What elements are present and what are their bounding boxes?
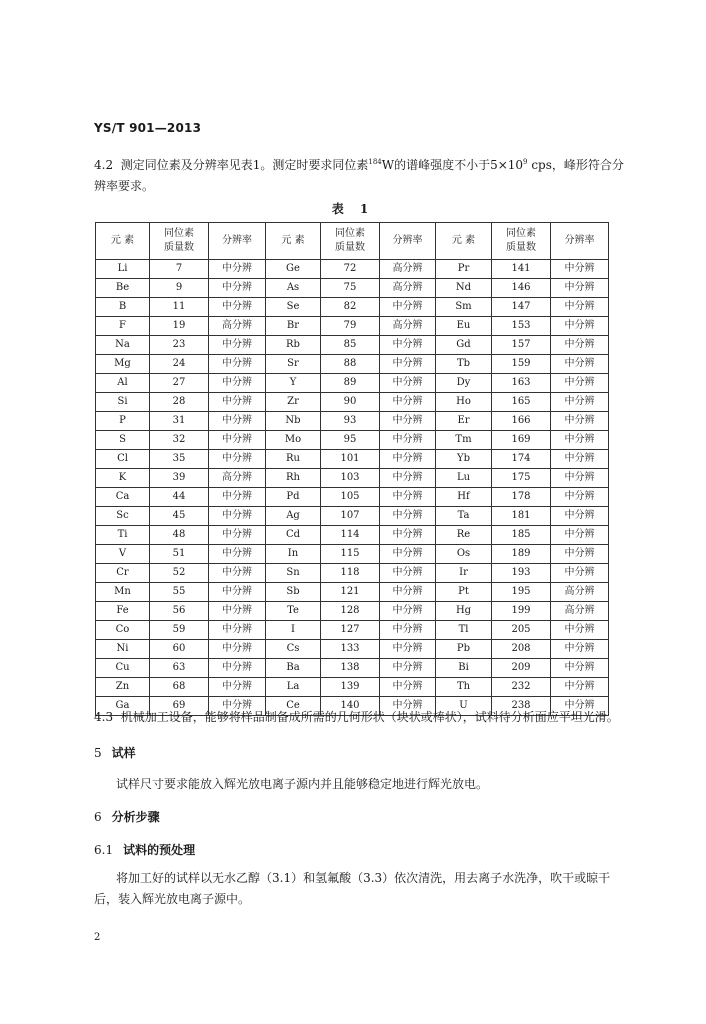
element-cell: La xyxy=(266,678,321,697)
resolution-cell: 中分辨 xyxy=(551,298,609,317)
element-cell: Ru xyxy=(266,450,321,469)
resolution-cell: 中分辨 xyxy=(551,450,609,469)
mass-number-cell: 19 xyxy=(150,317,209,336)
element-cell: Nb xyxy=(266,412,321,431)
table-row xyxy=(96,507,609,526)
mass-number-cell: 105 xyxy=(321,488,380,507)
resolution-cell: 中分辨 xyxy=(551,545,609,564)
resolution-cell: 中分辨 xyxy=(551,431,609,450)
section-6-1-heading xyxy=(94,841,195,858)
mass-number-cell: 82 xyxy=(321,298,380,317)
resolution-cell: 中分辨 xyxy=(380,564,436,583)
mass-number-cell: 159 xyxy=(492,355,551,374)
mass-number-cell: 209 xyxy=(492,659,551,678)
mass-number-cell: 27 xyxy=(150,374,209,393)
resolution-cell: 中分辨 xyxy=(551,260,609,279)
mass-number-cell: 11 xyxy=(150,298,209,317)
mass-number-cell: 181 xyxy=(492,507,551,526)
table-header-cell: 元 素 xyxy=(266,223,321,260)
element-cell: Ag xyxy=(266,507,321,526)
resolution-cell: 中分辨 xyxy=(551,564,609,583)
mass-number-cell: 52 xyxy=(150,564,209,583)
element-cell: Ir xyxy=(436,564,492,583)
section-number: 5 xyxy=(94,746,102,760)
section-number: 4.2 xyxy=(94,158,114,172)
table-row xyxy=(96,659,609,678)
resolution-cell: 中分辨 xyxy=(209,298,266,317)
mass-number-cell: 195 xyxy=(492,583,551,602)
mass-number-cell: 7 xyxy=(150,260,209,279)
table-row xyxy=(96,431,609,450)
section-6-heading xyxy=(94,808,160,825)
section-4-2-text-b: W的谱峰强度不小于5×10 xyxy=(381,158,524,172)
mass-number-cell: 60 xyxy=(150,640,209,659)
element-cell: Se xyxy=(266,298,321,317)
element-cell: Ce xyxy=(266,697,321,716)
element-cell: Li xyxy=(96,260,150,279)
resolution-cell: 高分辨 xyxy=(551,583,609,602)
mass-number-cell: 166 xyxy=(492,412,551,431)
table-row xyxy=(96,678,609,697)
mass-number-cell: 133 xyxy=(321,640,380,659)
element-cell: P xyxy=(96,412,150,431)
resolution-cell: 中分辨 xyxy=(209,355,266,374)
element-cell: Ca xyxy=(96,488,150,507)
mass-number-cell: 141 xyxy=(492,260,551,279)
resolution-cell: 高分辨 xyxy=(551,602,609,621)
resolution-cell: 中分辨 xyxy=(380,545,436,564)
mass-number-cell: 32 xyxy=(150,431,209,450)
resolution-cell: 中分辨 xyxy=(380,374,436,393)
mass-number-cell: 63 xyxy=(150,659,209,678)
resolution-cell: 中分辨 xyxy=(380,507,436,526)
resolution-cell: 中分辨 xyxy=(209,659,266,678)
mass-number-cell: 23 xyxy=(150,336,209,355)
resolution-cell: 中分辨 xyxy=(551,469,609,488)
section-number: 6.1 xyxy=(94,843,114,857)
resolution-cell: 中分辨 xyxy=(380,469,436,488)
resolution-cell: 中分辨 xyxy=(209,526,266,545)
mass-number-cell: 48 xyxy=(150,526,209,545)
resolution-cell: 中分辨 xyxy=(380,697,436,716)
element-cell: Tb xyxy=(436,355,492,374)
mass-number-cell: 174 xyxy=(492,450,551,469)
element-cell: Gd xyxy=(436,336,492,355)
resolution-cell: 中分辨 xyxy=(380,298,436,317)
mass-number-cell: 24 xyxy=(150,355,209,374)
section-4-3-paragraph xyxy=(94,707,694,728)
resolution-cell: 中分辨 xyxy=(551,507,609,526)
page-number: 2 xyxy=(94,932,101,943)
section-6-title: 分析步骤 xyxy=(111,810,160,824)
resolution-cell: 中分辨 xyxy=(551,678,609,697)
mass-number-cell: 79 xyxy=(321,317,380,336)
resolution-cell: 中分辨 xyxy=(209,583,266,602)
mass-number-cell: 114 xyxy=(321,526,380,545)
element-cell: Hf xyxy=(436,488,492,507)
table-row xyxy=(96,260,609,279)
element-cell: Sm xyxy=(436,298,492,317)
element-cell: Sc xyxy=(96,507,150,526)
element-cell: Cs xyxy=(266,640,321,659)
isotope-table xyxy=(95,222,609,716)
resolution-cell: 中分辨 xyxy=(380,640,436,659)
mass-number-cell: 88 xyxy=(321,355,380,374)
table-header-cell: 分辨率 xyxy=(209,223,266,260)
mass-number-cell: 138 xyxy=(321,659,380,678)
mass-number-cell: 93 xyxy=(321,412,380,431)
resolution-cell: 中分辨 xyxy=(209,279,266,298)
resolution-cell: 中分辨 xyxy=(209,621,266,640)
resolution-cell: 中分辨 xyxy=(551,640,609,659)
resolution-cell: 中分辨 xyxy=(209,602,266,621)
element-cell: Hg xyxy=(436,602,492,621)
element-cell: Ni xyxy=(96,640,150,659)
resolution-cell: 中分辨 xyxy=(209,488,266,507)
section-5-heading xyxy=(94,744,136,761)
resolution-cell: 高分辨 xyxy=(380,260,436,279)
section-4-3-text: 机械加工设备，能够将样品制备成所需的几何形状（块状或棒状），试料待分析面应平坦光滑。 xyxy=(120,710,619,724)
element-cell: Ti xyxy=(96,526,150,545)
resolution-cell: 中分辨 xyxy=(380,621,436,640)
resolution-cell: 高分辨 xyxy=(380,279,436,298)
element-cell: V xyxy=(96,545,150,564)
table-title: 表 1 xyxy=(331,202,375,216)
mass-number-cell: 45 xyxy=(150,507,209,526)
element-cell: Cd xyxy=(266,526,321,545)
standard-number: YS/T 901—2013 xyxy=(94,121,202,135)
element-cell: Tm xyxy=(436,431,492,450)
resolution-cell: 中分辨 xyxy=(551,279,609,298)
element-cell: Re xyxy=(436,526,492,545)
resolution-cell: 中分辨 xyxy=(209,545,266,564)
mass-number-cell: 139 xyxy=(321,678,380,697)
element-cell: S xyxy=(96,431,150,450)
resolution-cell: 中分辨 xyxy=(380,488,436,507)
resolution-cell: 中分辨 xyxy=(551,621,609,640)
resolution-cell: 中分辨 xyxy=(380,355,436,374)
table-row xyxy=(96,317,609,336)
element-cell: Ta xyxy=(436,507,492,526)
mass-number-cell: 178 xyxy=(492,488,551,507)
resolution-cell: 高分辨 xyxy=(380,317,436,336)
mass-number-cell: 39 xyxy=(150,469,209,488)
mass-number-cell: 128 xyxy=(321,602,380,621)
element-cell: Zr xyxy=(266,393,321,412)
table-header-cell: 分辨率 xyxy=(551,223,609,260)
element-cell: Th xyxy=(436,678,492,697)
table-row xyxy=(96,583,609,602)
resolution-cell: 中分辨 xyxy=(551,374,609,393)
resolution-cell: 中分辨 xyxy=(209,374,266,393)
element-cell: Rh xyxy=(266,469,321,488)
resolution-cell: 中分辨 xyxy=(551,697,609,716)
element-cell: Os xyxy=(436,545,492,564)
element-cell: Zn xyxy=(96,678,150,697)
resolution-cell: 高分辨 xyxy=(209,317,266,336)
table-row xyxy=(96,412,609,431)
section-5-title: 试样 xyxy=(111,746,136,760)
element-cell: Br xyxy=(266,317,321,336)
element-cell: Mo xyxy=(266,431,321,450)
element-cell: Na xyxy=(96,336,150,355)
element-cell: Te xyxy=(266,602,321,621)
element-cell: Bi xyxy=(436,659,492,678)
resolution-cell: 中分辨 xyxy=(209,678,266,697)
resolution-cell: 中分辨 xyxy=(209,260,266,279)
element-cell: Al xyxy=(96,374,150,393)
element-cell: Sb xyxy=(266,583,321,602)
resolution-cell: 中分辨 xyxy=(380,412,436,431)
resolution-cell: 中分辨 xyxy=(209,450,266,469)
resolution-cell: 中分辨 xyxy=(380,583,436,602)
table-row xyxy=(96,526,609,545)
mass-number-cell: 157 xyxy=(492,336,551,355)
element-cell: Cl xyxy=(96,450,150,469)
table-header-cell: 同位素 质量数 xyxy=(492,223,551,260)
element-cell: In xyxy=(266,545,321,564)
mass-number-cell: 69 xyxy=(150,697,209,716)
table-row xyxy=(96,393,609,412)
resolution-cell: 中分辨 xyxy=(380,393,436,412)
resolution-cell: 中分辨 xyxy=(380,678,436,697)
resolution-cell: 高分辨 xyxy=(209,469,266,488)
section-number: 6 xyxy=(94,810,102,824)
mass-number-cell: 89 xyxy=(321,374,380,393)
element-cell: Be xyxy=(96,279,150,298)
element-cell: Cr xyxy=(96,564,150,583)
table-header-cell: 元 素 xyxy=(436,223,492,260)
mass-number-cell: 85 xyxy=(321,336,380,355)
element-cell: Sn xyxy=(266,564,321,583)
section-4-2-paragraph xyxy=(94,152,624,197)
resolution-cell: 中分辨 xyxy=(209,640,266,659)
element-cell: Pt xyxy=(436,583,492,602)
resolution-cell: 中分辨 xyxy=(380,526,436,545)
element-cell: Pr xyxy=(436,260,492,279)
element-cell: Tl xyxy=(436,621,492,640)
table-row xyxy=(96,279,609,298)
table-header-cell: 同位素 质量数 xyxy=(321,223,380,260)
mass-number-cell: 107 xyxy=(321,507,380,526)
element-cell: F xyxy=(96,317,150,336)
resolution-cell: 中分辨 xyxy=(380,336,436,355)
section-6-1-paragraph: 将加工好的试样以无水乙醇（3.1）和氢氟酸（3.3）依次清洗，用去离子水洗净，吹干或晾干后，装入辉光放电离子源中。 xyxy=(94,871,611,906)
mass-number-cell: 185 xyxy=(492,526,551,545)
element-cell: Co xyxy=(96,621,150,640)
mass-number-cell: 140 xyxy=(321,697,380,716)
element-cell: K xyxy=(96,469,150,488)
table-row xyxy=(96,488,609,507)
resolution-cell: 中分辨 xyxy=(551,336,609,355)
table-header-cell: 分辨率 xyxy=(380,223,436,260)
mass-number-cell: 208 xyxy=(492,640,551,659)
mass-number-cell: 56 xyxy=(150,602,209,621)
resolution-cell: 中分辨 xyxy=(209,336,266,355)
table-row xyxy=(96,355,609,374)
mass-number-cell: 35 xyxy=(150,450,209,469)
resolution-cell: 中分辨 xyxy=(551,393,609,412)
resolution-cell: 中分辨 xyxy=(551,412,609,431)
resolution-cell: 中分辨 xyxy=(209,564,266,583)
mass-number-cell: 118 xyxy=(321,564,380,583)
resolution-cell: 中分辨 xyxy=(209,412,266,431)
resolution-cell: 中分辨 xyxy=(551,488,609,507)
mass-number-cell: 175 xyxy=(492,469,551,488)
isotope-superscript: 184 xyxy=(368,158,382,166)
mass-number-cell: 115 xyxy=(321,545,380,564)
element-cell: Sr xyxy=(266,355,321,374)
mass-number-cell: 147 xyxy=(492,298,551,317)
mass-number-cell: 44 xyxy=(150,488,209,507)
section-4-2-text-a: 测定同位素及分辨率见表1。测定时要求同位素 xyxy=(120,158,369,172)
mass-number-cell: 193 xyxy=(492,564,551,583)
element-cell: Ga xyxy=(96,697,150,716)
element-cell: Dy xyxy=(436,374,492,393)
mass-number-cell: 72 xyxy=(321,260,380,279)
mass-number-cell: 205 xyxy=(492,621,551,640)
mass-number-cell: 75 xyxy=(321,279,380,298)
element-cell: Yb xyxy=(436,450,492,469)
mass-number-cell: 153 xyxy=(492,317,551,336)
mass-number-cell: 95 xyxy=(321,431,380,450)
element-cell: Ho xyxy=(436,393,492,412)
mass-number-cell: 169 xyxy=(492,431,551,450)
mass-number-cell: 101 xyxy=(321,450,380,469)
mass-number-cell: 55 xyxy=(150,583,209,602)
element-cell: Ge xyxy=(266,260,321,279)
resolution-cell: 中分辨 xyxy=(380,659,436,678)
resolution-cell: 中分辨 xyxy=(551,355,609,374)
element-cell: Pd xyxy=(266,488,321,507)
table-row xyxy=(96,621,609,640)
mass-number-cell: 189 xyxy=(492,545,551,564)
table-body xyxy=(96,260,609,716)
element-cell: Y xyxy=(266,374,321,393)
mass-number-cell: 9 xyxy=(150,279,209,298)
table-row xyxy=(96,336,609,355)
table-row xyxy=(96,602,609,621)
table-header-cell: 元 素 xyxy=(96,223,150,260)
element-cell: Mn xyxy=(96,583,150,602)
mass-number-cell: 121 xyxy=(321,583,380,602)
section-number: 4.3 xyxy=(94,710,114,724)
mass-number-cell: 165 xyxy=(492,393,551,412)
resolution-cell: 中分辨 xyxy=(209,393,266,412)
section-4-2-text-c: cps，峰形符合分辨率要求。 xyxy=(94,158,624,193)
mass-number-cell: 59 xyxy=(150,621,209,640)
table-row xyxy=(96,564,609,583)
mass-number-cell: 68 xyxy=(150,678,209,697)
element-cell: Rb xyxy=(266,336,321,355)
resolution-cell: 中分辨 xyxy=(380,431,436,450)
table-row xyxy=(96,469,609,488)
resolution-cell: 中分辨 xyxy=(551,526,609,545)
mass-number-cell: 103 xyxy=(321,469,380,488)
element-cell: Si xyxy=(96,393,150,412)
mass-number-cell: 232 xyxy=(492,678,551,697)
resolution-cell: 中分辨 xyxy=(209,697,266,716)
element-cell: U xyxy=(436,697,492,716)
element-cell: Nd xyxy=(436,279,492,298)
element-cell: As xyxy=(266,279,321,298)
table-row xyxy=(96,374,609,393)
resolution-cell: 中分辨 xyxy=(551,659,609,678)
resolution-cell: 中分辨 xyxy=(380,450,436,469)
element-cell: Ba xyxy=(266,659,321,678)
mass-number-cell: 127 xyxy=(321,621,380,640)
mass-number-cell: 146 xyxy=(492,279,551,298)
table-row xyxy=(96,640,609,659)
mass-number-cell: 199 xyxy=(492,602,551,621)
table-row xyxy=(96,298,609,317)
mass-number-cell: 90 xyxy=(321,393,380,412)
section-6-1-title: 试料的预处理 xyxy=(123,843,196,857)
resolution-cell: 中分辨 xyxy=(551,317,609,336)
mass-number-cell: 238 xyxy=(492,697,551,716)
table-row xyxy=(96,545,609,564)
resolution-cell: 中分辨 xyxy=(209,431,266,450)
element-cell: Pb xyxy=(436,640,492,659)
table-header-row xyxy=(96,223,609,260)
resolution-cell: 中分辨 xyxy=(380,602,436,621)
resolution-cell: 中分辨 xyxy=(209,507,266,526)
element-cell: B xyxy=(96,298,150,317)
table-header-cell: 同位素 质量数 xyxy=(150,223,209,260)
element-cell: Eu xyxy=(436,317,492,336)
element-cell: I xyxy=(266,621,321,640)
element-cell: Mg xyxy=(96,355,150,374)
element-cell: Cu xyxy=(96,659,150,678)
section-5-paragraph: 试样尺寸要求能放入辉光放电离子源内并且能够稳定地进行辉光放电。 xyxy=(116,777,489,791)
table-row xyxy=(96,450,609,469)
element-cell: Lu xyxy=(436,469,492,488)
mass-number-cell: 28 xyxy=(150,393,209,412)
element-cell: Fe xyxy=(96,602,150,621)
element-cell: Er xyxy=(436,412,492,431)
mass-number-cell: 51 xyxy=(150,545,209,564)
exponent-superscript: 9 xyxy=(523,158,528,166)
mass-number-cell: 31 xyxy=(150,412,209,431)
mass-number-cell: 163 xyxy=(492,374,551,393)
